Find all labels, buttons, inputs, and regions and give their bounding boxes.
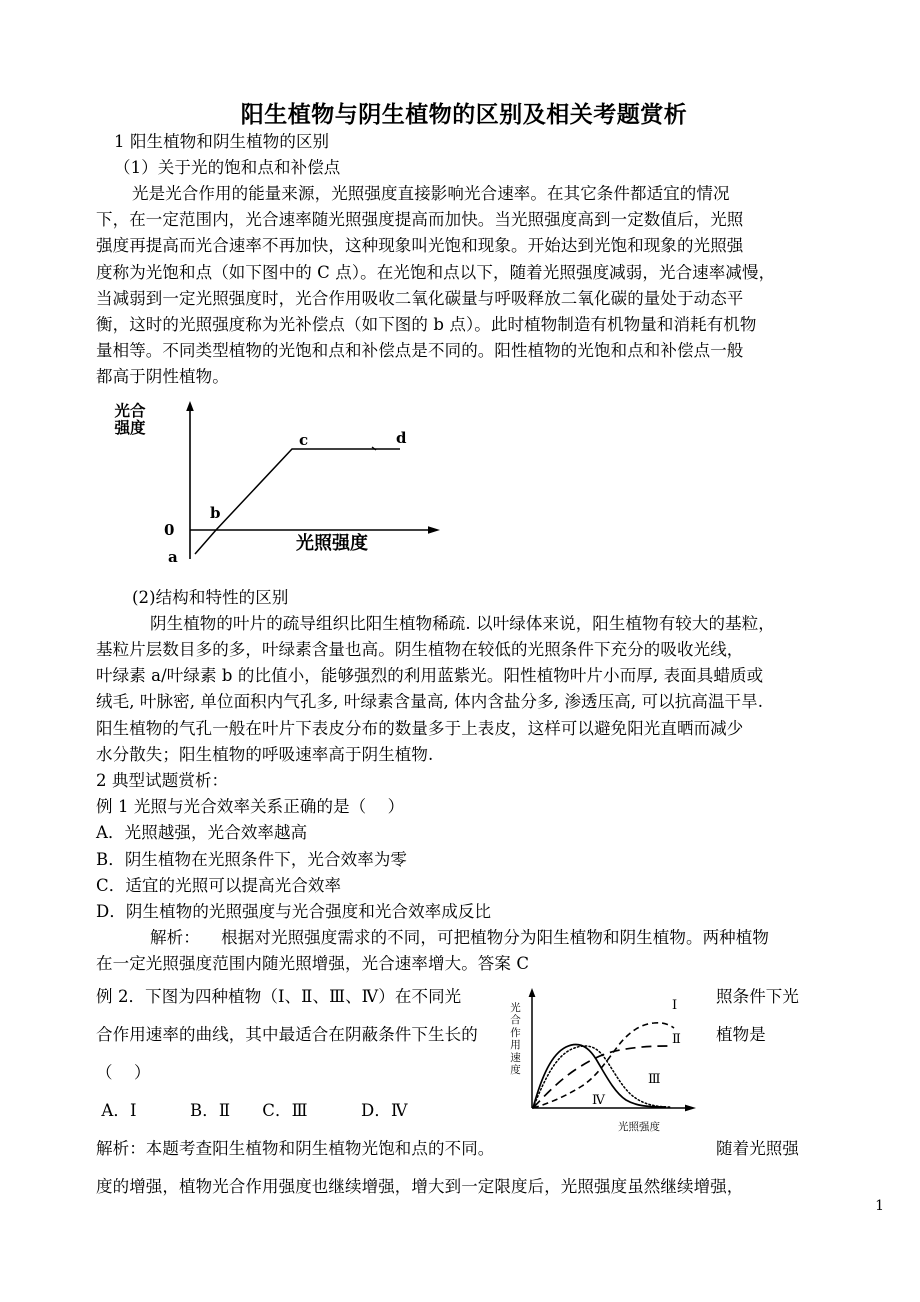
figure1-x-axis-label: 光照强度 (296, 532, 368, 554)
example1-option-d: D．阴生植物的光照强度与光合强度和光合效率成反比 (96, 902, 492, 922)
example2-analysis-left: 解析：本题考查阳生植物和阴生植物光饱和点的不同。 (96, 1138, 495, 1158)
figure1-point-a-label: a (168, 547, 178, 566)
example2-stem-line: （ ） (96, 1062, 151, 1082)
page-number: 1 (875, 1198, 884, 1214)
section2-heading: 2 典型试题赏析： (96, 771, 229, 791)
figure1-y-axis-label-line1: 光合 (114, 400, 146, 420)
paragraph-line: 下，在一定范围内，光合速率随光照强度提高而加快。当光照强度高到一定数值后，光照 (96, 210, 744, 230)
example2-stem-right-line: 植物是 (716, 1024, 766, 1044)
figure2-y-arrow (529, 988, 536, 997)
paragraph-line: 阴生植物的叶片的疏导组织比阳生植物稀疏. 以叶绿体来说，阳生植物有较大的基粒， (150, 613, 775, 633)
figure2-legend-I: Ⅰ (672, 997, 678, 1013)
example1-analysis-line: 在一定光照强度范围内随光照增强，光合速率增大。答案 C (96, 954, 530, 974)
paragraph-line: 叶绿素 a/叶绿素 b 的比值小，能够强烈的利用蓝紫光。阳性植物叶片小而厚, 表面具蜡质或 (96, 666, 764, 686)
figure1-x-arrow (428, 526, 440, 533)
example2-stem-line: 合作用速率的曲线，其中最适合在阴蔽条件下生长的 (96, 1024, 478, 1044)
example2-stem-left (96, 978, 496, 1092)
section-1 (96, 129, 832, 391)
example1-option-c: C．适宜的光照可以提高光合效率 (96, 875, 342, 895)
paragraph-line: 强度再提高而光合速率不再加快，这种现象叫光饱和现象。开始达到光饱和现象的光照强 (96, 236, 744, 256)
section-2 (96, 768, 832, 978)
section-1-sub-2 (96, 585, 832, 768)
paragraph-line: 阳生植物的气孔一般在叶片下表皮分布的数量多于上表皮，这样可以避免阳光直晒而减少 (96, 718, 744, 738)
example1-stem: 例 1 光照与光合效率关系正确的是（ ） (96, 797, 405, 817)
figure1-point-c-label: c (299, 430, 309, 449)
section1-heading: 1 阳生植物和阴生植物的区别 (114, 131, 330, 151)
figure2-x-arrow (685, 1104, 696, 1111)
example1-analysis-line: 解析： 根据对光照强度需求的不同，可把植物分为阳生植物和阴生植物。两种植物 (150, 928, 769, 948)
figure2-x-axis-label: 光照强度 (618, 1120, 660, 1133)
figure1-y-arrow (186, 401, 194, 411)
example2-stem-right-line: 照条件下光 (716, 986, 799, 1006)
paragraph-line: 绒毛, 叶脉密, 单位面积内气孔多, 叶绿素含量高, 体内含盐分多, 渗透压高, 可以抗高温干旱. (96, 692, 764, 712)
section1-sub1-heading: （1）关于光的饱和点和补偿点 (114, 157, 341, 177)
figure1-svg (110, 399, 470, 569)
paragraph-line: 光是光合作用的能量来源，光照强度直接影响光合速率。在其它条件都适宜的情况 (132, 184, 730, 203)
paragraph-line: 衡，这时的光照强度称为光补偿点（如下图的 b 点）。此时植物制造有机物量和消耗有机物 (96, 315, 757, 335)
paragraph-line: 水分散失；阳生植物的呼吸速率高于阴生植物. (96, 744, 434, 764)
figure2-legend-IV: Ⅳ (592, 1092, 605, 1108)
example1-option-a: A．光照越强，光合效率越高 (96, 823, 308, 843)
figure2-legend-III: Ⅲ (648, 1071, 661, 1087)
example1-option-b: B．阴生植物在光照条件下，光合效率为零 (96, 849, 408, 869)
paragraph-line: 基粒片层数目多的多，叶绿素含量也高。阴生植物在较低的光照条件下充分的吸收光线， (96, 640, 744, 660)
section1-sub2-heading: (2)结构和特性的区别 (132, 587, 289, 607)
paragraph-line: 度称为光饱和点（如下图中的 C 点）。在光饱和点以下，随着光照强度减弱，光合速率减慢， (96, 262, 776, 282)
figure1-y-axis-label-line2: 强度 (114, 417, 146, 437)
example2-analysis-continued: 度的增强，植物光合作用强度也继续增强，增大到一定限度后，光照强度虽然继续增强， (96, 1176, 744, 1196)
paragraph-line: 都高于阴性植物。 (96, 367, 229, 387)
example2-stem-line: 例 2．下图为四种植物（Ⅰ、Ⅱ、Ⅲ、Ⅳ）在不同光 (96, 986, 462, 1006)
paragraph-line: 量相等。不同类型植物的光饱和点和补偿点是不同的。阳性植物的光饱和点和补偿点一般 (96, 341, 744, 361)
figure1-y-axis-label (110, 402, 150, 436)
figure-light-saturation-curve (96, 399, 832, 585)
paragraph-line: 当减弱到一定光照强度时，光合作用吸收二氧化碳量与呼吸释放二氧化碳的量处于动态平 (96, 288, 744, 308)
figure1-point-b-label: b (210, 503, 221, 522)
example2-stem-right (716, 978, 836, 1054)
page-content (96, 0, 832, 1206)
example2-answers-and-analysis (96, 1092, 832, 1206)
example2-analysis-right: 随着光照强 (716, 1138, 799, 1158)
page-title: 阳生植物与阴生植物的区别及相关考题赏析 (240, 101, 688, 128)
figure2-y-axis-label (509, 1002, 522, 1077)
figure2-y-axis-label-text: 光合作用速度 (510, 1001, 521, 1077)
figure-four-species-curves (500, 980, 706, 1135)
figure1-point-d-label: d (396, 428, 407, 447)
figure2-legend-II: Ⅱ (672, 1031, 681, 1047)
figure1-origin-label: 0 (164, 520, 175, 539)
example2-options-line: A．Ⅰ B．Ⅱ C．Ⅲ D．Ⅳ (96, 1100, 408, 1120)
